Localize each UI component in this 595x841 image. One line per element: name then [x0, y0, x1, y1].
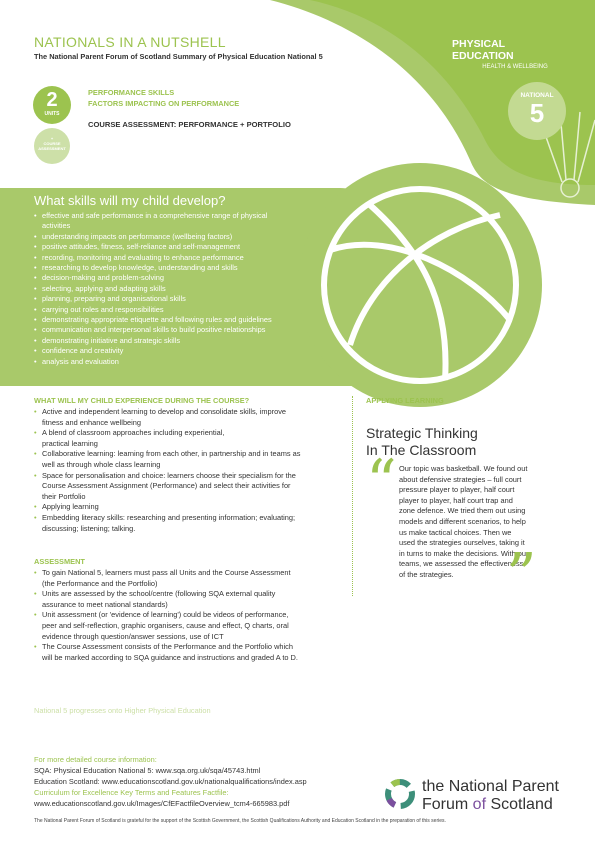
list-item: • Unit assessment (or 'evidence of learning') could be videos of performance, peer and self-reflection, graphic organisers, cause and effect, Q charts, oral evidence through question/answer sessions, use of ICT [34, 610, 302, 642]
subject-subtitle: HEALTH & WELLBEING [482, 64, 548, 70]
logo-word: National Parent [448, 778, 559, 795]
units-badge [33, 86, 71, 124]
list-item: • demonstrating initiative and strategic skills [34, 336, 334, 346]
list-item: • Units are assessed by the school/centre (following SQA external quality assurance to meet national standards) [34, 589, 302, 610]
list-item: • understanding impacts on performance (wellbeing factors) [34, 232, 334, 242]
list-item: • analysis and evaluation [34, 357, 334, 367]
progression-text: National 5 progresses onto Higher Physical Education [34, 706, 211, 715]
list-item: • Space for personalisation and choice: learners choose their specialism for the Course Assessment Assignment (Performance) and select their activities for their Portfolio [34, 471, 302, 503]
list-item: • The Course Assessment consists of the Performance and the Portfolio which will be marked according to SQA guidance and instructions and graded A to D. [34, 642, 302, 663]
ca-plus: + [50, 136, 54, 141]
list-item: • effective and safe performance in a comprehensive range of physical activities [34, 211, 282, 232]
page-subtitle: The National Parent Forum of Scotland Summary of Physical Education National 5 [34, 52, 323, 61]
experience-list [34, 407, 302, 534]
footer-text: The National Parent Forum of Scotland is grateful for the support of the Scottish Government, the Scottish Qualifications Authority and Education Scotland in the preparation of this series. [34, 818, 446, 824]
skills-heading: What skills will my child develop? [34, 193, 226, 208]
applying-title-line: Strategic Thinking [366, 425, 478, 441]
list-item: • Applying learning [34, 502, 302, 513]
experience-heading: WHAT WILL MY CHILD EXPERIENCE DURING THE COURSE? [34, 396, 250, 405]
subject-title: PHYSICAL EDUCATION [452, 38, 514, 62]
skills-list [34, 211, 334, 367]
units-label: UNITS [44, 111, 60, 117]
list-item: • To gain National 5, learners must pass all Units and the Course Assessment (the Performance and the Portfolio) [34, 568, 302, 589]
cfe-label: Curriculum for Excellence Key Terms and Features Factfile: [34, 788, 229, 797]
logo-word: Forum [422, 796, 473, 813]
column-divider [352, 396, 353, 596]
assessment-list [34, 568, 302, 663]
list-item: • selecting, applying and adapting skills [34, 284, 334, 294]
sqa-link[interactable]: SQA: Physical Education National 5: www.sqa.org.uk/sqa/45743.html [34, 766, 261, 775]
list-item: • Active and independent learning to develop and consolidate skills, improve fitness and enhance wellbeing [34, 407, 302, 428]
close-quote-icon: ” [506, 541, 537, 611]
open-quote-icon: “ [366, 447, 397, 517]
unit-name: PERFORMANCE SKILLS [88, 88, 175, 97]
list-item: • communication and interpersonal skills to build positive relationships [34, 325, 334, 335]
list-item: • Embedding literacy skills: researching and presenting information; evaluating; discussing; listening; talking. [34, 513, 302, 534]
units-number: 2 [46, 89, 58, 111]
applying-title-line: In The Classroom [366, 442, 477, 458]
level-badge [508, 82, 566, 140]
list-item: • confidence and creativity [34, 346, 334, 356]
npfs-logo-text [422, 778, 559, 814]
list-item: • carrying out roles and responsibilities [34, 305, 334, 315]
cfe-link[interactable]: www.educationscotland.gov.uk/Images/CfEFactfileOverview_tcm4-665983.pdf [34, 799, 290, 808]
list-item: • A blend of classroom approaches including experiential, practical learning [34, 428, 252, 449]
list-item: • Collaborative learning: learning from each other, in partnership and in teams as well as through whole class learning [34, 449, 302, 470]
unit-names [88, 87, 239, 109]
level-number: 5 [529, 98, 545, 128]
list-item: • decision-making and problem-solving [34, 273, 334, 283]
list-item: • recording, monitoring and evaluating to enhance performance [34, 253, 334, 263]
list-item: • planning, preparing and organisational skills [34, 294, 334, 304]
applying-heading: APPLYING LEARNING [366, 396, 444, 405]
logo-word: the [422, 778, 449, 795]
list-item: • positive attitudes, fitness, self-reliance and self-management [34, 242, 334, 252]
level-label: NATIONAL [520, 92, 554, 99]
list-item: • researching to develop knowledge, understanding and skills [34, 263, 334, 273]
quote-text: Our topic was basketball. We found out about defensive strategies – full court pressure player to player, half court player to player, half court trap and zone defence. We tried them out using models and different scenarios, to help us make tactical choices. Then we used the strategies ourselves, taking it in turns to make the decisions. With our teams, we assessed the effectiveness of the strategies. [399, 464, 529, 579]
logo-word: Scotland [490, 796, 553, 813]
ca-label: COURSE ASSESSMENT [38, 141, 66, 151]
course-assessment-badge [34, 128, 70, 164]
course-info [34, 754, 307, 809]
page-title: NATIONALS IN A NUTSHELL [34, 34, 226, 50]
npfs-logo-icon [382, 776, 418, 812]
education-scotland-link[interactable]: Education Scotland: www.educationscotland.gov.uk/nationalqualifications/index.asp [34, 777, 307, 786]
logo-word: of [472, 796, 491, 813]
course-assessment: COURSE ASSESSMENT: PERFORMANCE + PORTFOLIO [88, 120, 291, 129]
more-info-label: For more detailed course information: [34, 755, 157, 764]
unit-name: FACTORS IMPACTING ON PERFORMANCE [88, 99, 240, 108]
list-item: • demonstrating appropriate etiquette and following rules and guidelines [34, 315, 334, 325]
assessment-heading: ASSESSMENT [34, 557, 85, 566]
